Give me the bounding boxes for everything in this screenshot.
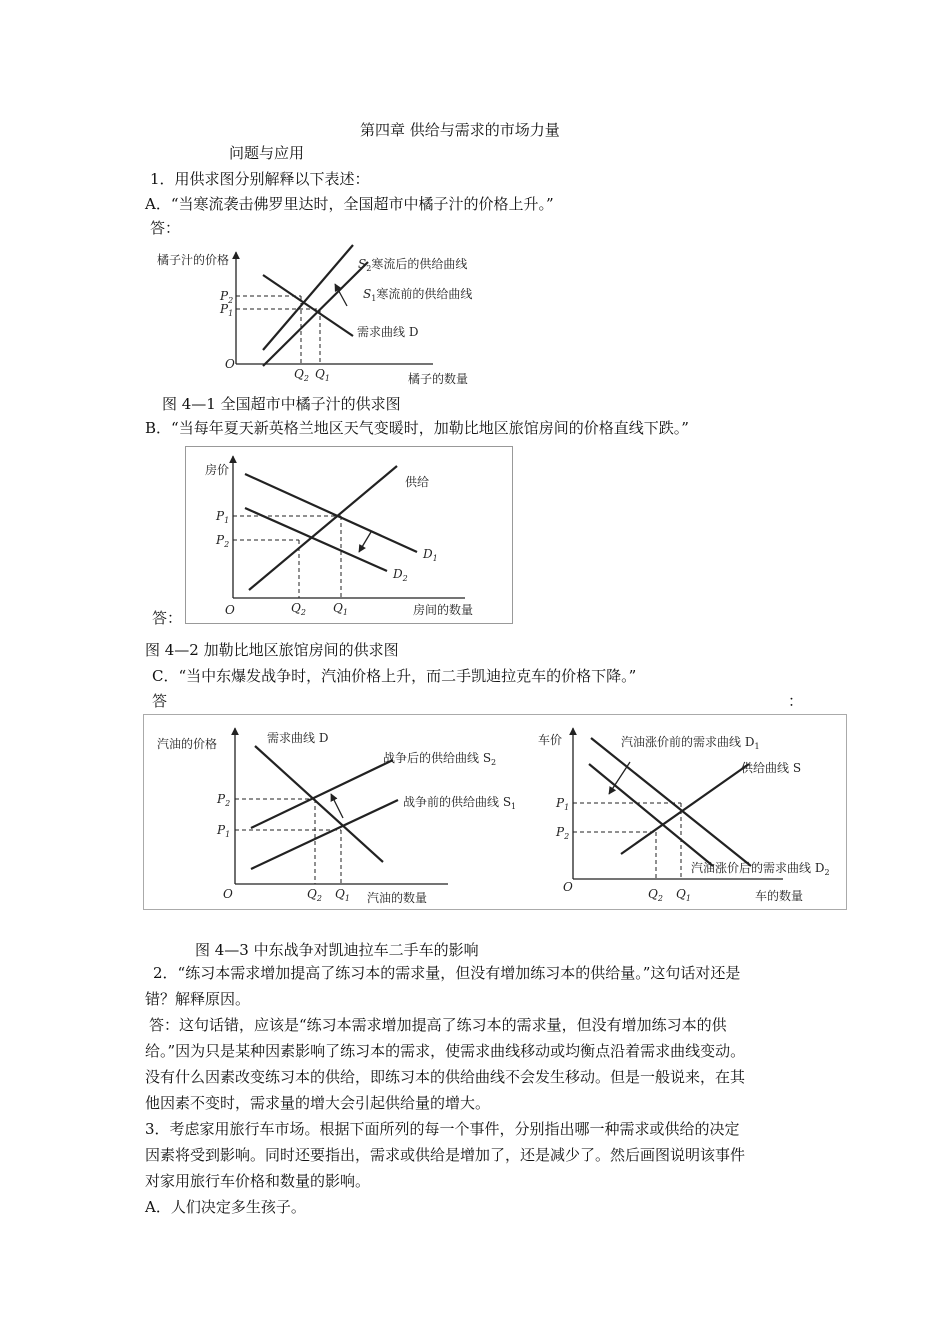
chapter-title: 第四章 供给与需求的市场力量: [360, 121, 560, 139]
fig3a-s2-line: [251, 760, 393, 828]
q1c-answer: 答: [152, 692, 168, 710]
fig1-p2-label: $P_2$: [220, 289, 234, 305]
q2-answer-line-2: 给。”因为只是某种因素影响了练习本的需求，使需求曲线移动或均衡点沿着需求曲线变动。: [145, 1042, 746, 1060]
fig1-x-axis-label: 橘子的数量: [408, 372, 469, 386]
fig1-q2-label: $Q_2$: [294, 367, 309, 383]
figure-4-1: [143, 240, 505, 388]
fig1-origin: O: [225, 357, 235, 371]
q2-question-line-2: 错？解释原因。: [145, 990, 251, 1008]
fig3b-d2-label: 汽油涨价后的需求曲线 $D_2$: [691, 861, 830, 877]
fig3b-q1-label: $Q_1$: [676, 887, 691, 903]
q1b-answer: 答：: [152, 609, 183, 627]
fig3b-origin: O: [563, 880, 573, 894]
q1-prompt: 1．用供求图分别解释以下表述：: [150, 170, 370, 188]
fig2-shift-arrow: [359, 532, 371, 552]
fig3b-d1-label: 汽油涨价前的需求曲线 $D_1$: [621, 735, 760, 751]
fig1-demand-line: [263, 275, 353, 336]
fig3a-s2-label: 战争后的供给曲线 $S_2$: [383, 751, 497, 767]
fig2-d2-line: [245, 508, 387, 571]
fig3a-q1-label: $Q_1$: [335, 887, 350, 903]
fig2-caption: 图 4—2 加勒比地区旅馆房间的供求图: [145, 641, 399, 659]
fig3a-p2-label: $P_2$: [217, 792, 231, 808]
fig3a-x-axis-label: 汽油的数量: [367, 891, 428, 905]
fig2-p2-label: $P_2$: [216, 533, 230, 549]
q1b-statement: B．“当每年夏天新英格兰地区天气变暖时，加勒比地区旅馆房间的价格直线下跌。”: [145, 419, 689, 437]
q1a-answer: 答：: [150, 219, 181, 237]
fig1-demand-label: 需求曲线 D: [357, 325, 419, 339]
fig3a-origin: O: [223, 887, 233, 901]
q3-question-line-2: 因素将受到影响。同时还要指出，需求或供给是增加了，还是减少了。然后画图说明该事件: [145, 1146, 746, 1164]
q2-block: [145, 960, 825, 1116]
fig3b-y-axis-label: 车价: [538, 733, 563, 747]
fig1-supply-s1-line: [263, 262, 368, 366]
fig1-q1-label: $Q_1$: [315, 367, 330, 383]
fig1-p1-label: $P_1$: [220, 302, 234, 318]
fig3b-q2-label: $Q_2$: [648, 887, 663, 903]
fig1-caption: 图 4—1 全国超市中橘子汁的供求图: [162, 395, 401, 413]
q2-answer-line-3: 没有什么因素改变练习本的供给，即练习本的供给曲线不会发生移动。但是一般说来，在其: [145, 1068, 746, 1086]
figure-4-2: [185, 446, 513, 624]
fig2-supply-label: 供给: [405, 475, 430, 489]
fig2-origin: O: [225, 603, 235, 617]
q3-block: [145, 1116, 825, 1220]
q2-answer-line-1: 答：这句话错，应该是“练习本需求增加提高了练习本的需求量，但没有增加练习本的供: [149, 1016, 727, 1034]
figure-4-3: [143, 714, 847, 910]
fig3a-y-axis-label: 汽油的价格: [157, 737, 218, 751]
fig3a-p1-label: $P_1$: [217, 823, 231, 839]
fig3a-q2-label: $Q_2$: [307, 887, 322, 903]
q3-item-a: A．人们决定多生孩子。: [145, 1198, 306, 1216]
fig3b-supply-label: 供给曲线 S: [741, 761, 802, 775]
fig3b-p2-label: $P_2$: [556, 825, 570, 841]
fig3a-demand-line: [255, 746, 383, 862]
fig2-p1-label: $P_1$: [216, 509, 230, 525]
fig3b-p1-label: $P_1$: [556, 796, 570, 812]
fig3a-demand-label: 需求曲线 D: [267, 731, 329, 745]
fig3b-x-axis-label: 车的数量: [755, 889, 804, 903]
fig3b-d1-line: [591, 738, 751, 866]
fig2-q1-label: $Q_1$: [333, 601, 348, 617]
fig2-d1-label: $D_1$: [423, 547, 438, 563]
fig2-x-axis-label: 房间的数量: [413, 603, 474, 617]
q2-answer-line-4: 他因素不变时，需求量的增大会引起供给量的增大。: [145, 1094, 491, 1112]
fig1-s1-label: $S_1$寒流前的供给曲线: [363, 287, 473, 303]
fig3a-shift-arrow: [331, 794, 343, 818]
fig1-s2-label: $S_2$寒流后的供给曲线: [358, 257, 468, 273]
fig1-supply-s2-line: [263, 245, 353, 350]
fig2-y-axis-label: 房价: [205, 463, 230, 477]
q3-question-line-1: 3．考虑家用旅行车市场。根据下面所列的每一个事件，分别指出哪一种需求或供给的决定: [145, 1120, 740, 1138]
fig2-supply-line: [249, 466, 397, 590]
q1c-statement: C．“当中东爆发战争时，汽油价格上升，而二手凯迪拉克车的价格下降。”: [152, 667, 637, 685]
q3-question-line-3: 对家用旅行车价格和数量的影响。: [145, 1172, 371, 1190]
fig3b-d2-line: [589, 764, 713, 866]
q1a-statement: A．“当寒流袭击佛罗里达时，全国超市中橘子汁的价格上升。”: [145, 195, 554, 213]
fig3a-s1-label: 战争前的供给曲线 $S_1$: [403, 795, 517, 811]
fig1-y-axis-label: 橘子汁的价格: [157, 253, 230, 267]
q2-question-line-1: 2．“练习本需求增加提高了练习本的需求量，但没有增加练习本的供给量。”这句话对还是: [153, 964, 741, 982]
fig2-d2-label: $D_2$: [393, 567, 408, 583]
fig2-q2-label: $Q_2$: [291, 601, 306, 617]
fig3-caption: 图 4—3 中东战争对凯迪拉车二手车的影响: [195, 941, 479, 959]
q1c-answer-colon: ：: [788, 692, 804, 710]
section-title: 问题与应用: [229, 144, 305, 162]
